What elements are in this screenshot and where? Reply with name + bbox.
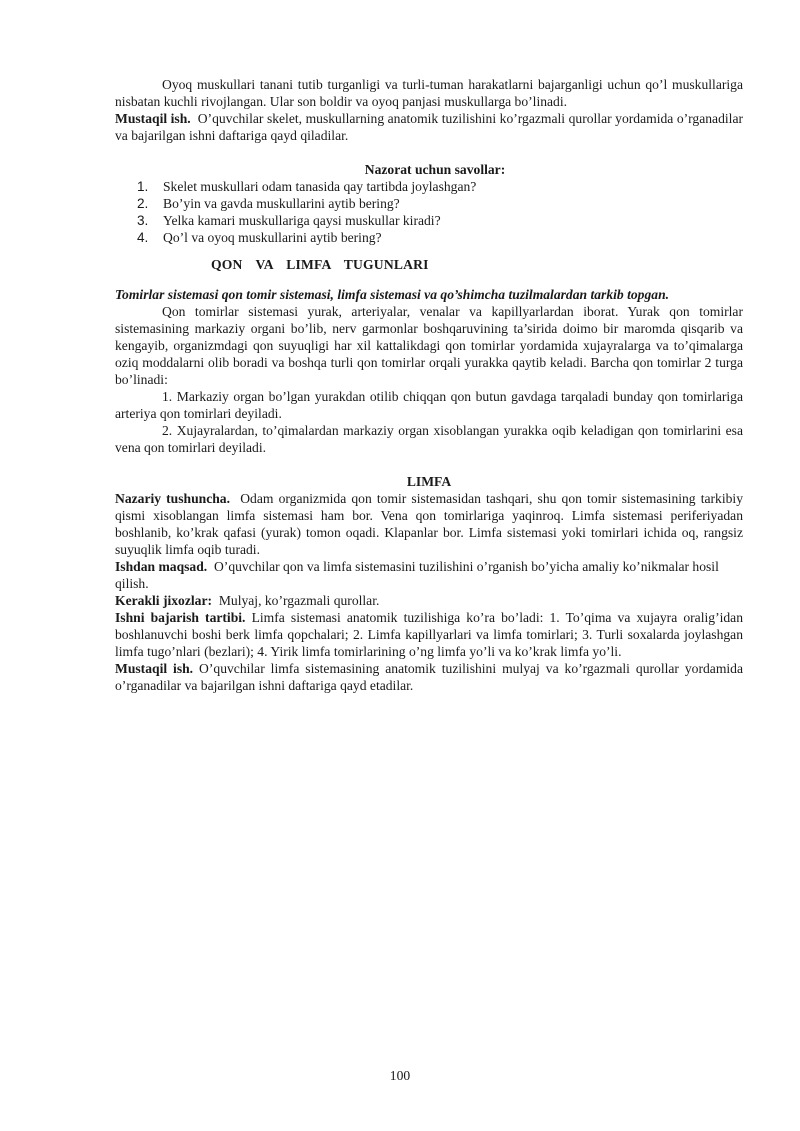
lymph-heading: LIMFA [406, 474, 452, 489]
independent-work-label: Mustaqil ish. [115, 111, 191, 126]
independent-work-label: Mustaqil ish. [115, 661, 194, 676]
equipment-paragraph [115, 592, 743, 609]
goal-paragraph [115, 558, 743, 592]
page-content [115, 76, 743, 694]
question-text: Qo’l va oyoq muskullarini aytib bering? [163, 230, 382, 245]
vessel-type-veins: 2. Xujayralardan, to’qimalardan markaziy organ xisoblangan yurakka oqib keladigan qon tomirlarini esa vena qon tomirlari deyiladi. [115, 423, 743, 455]
independent-work-text: O’quvchilar skelet, muskullarning anatomik tuzilishini ko’rgazmali qurollar yordamida o’rganadilar va bajarilgan ishni daftariga qayd qiladilar. [115, 111, 744, 143]
list-item [115, 178, 743, 195]
equipment-text: Mulyaj, ko’rgazmali qurollar. [218, 593, 380, 608]
question-number: 1. [137, 179, 149, 194]
procedure-text: Limfa sistemasi anatomik tuzilishiga ko’ra bo’ladi: 1. To’qima va xujayra oralig’idan boshlanuvchi boshi berk limfa qopchalari; 2. Limfa kapillyarlari va limfa tomirlari; 3. Turli soxalarda joylashgan limfa tugo’nlari (bezlari); 4. Yirik limfa tomirlarining o’ng limfa yo’li va ko’krak limfa yo’li. [115, 610, 743, 659]
question-text: Yelka kamari muskullariga qaysi muskullar kiradi? [163, 213, 441, 228]
vessel-type-arteries: 1. Markaziy organ bo’lgan yurakdan otilib chiqqan qon butun gavdaga tarqaladi bunday qon tomirlariga arteriya qon tomirlari deyiladi. [115, 389, 743, 421]
procedure-label: Ishni bajarish tartibi. [115, 610, 246, 625]
independent-work-text: O’quvchilar limfa sistemasining anatomik tuzilishini mulyaj va ko’rgazmali qurollar yordamida o’rganadilar va bajarilgan ishni daftariga qayd etadilar. [115, 661, 744, 693]
question-text: Bo’yin va gavda muskullarini aytib bering? [163, 196, 400, 211]
question-number: 4. [137, 230, 149, 245]
theory-text: Odam organizmida qon tomir sistemasidan tashqari, shu qon tomir sistemasining tarkibiy qismi xisoblangan limfa sistemasi ham bor. Vena qon tomirlariga yaqinroq. Limfa sistemasi periferiyadan boshlanib, ko’krak qafasi (yurak) tomon oqadi. Klapanlar bor. Limfa sistemasi yoki tomirlari ichida oq, rangsiz suyuqlik limfa oqib turadi. [115, 491, 743, 557]
control-questions-list [115, 178, 743, 246]
goal-label: Ishdan maqsad. [115, 559, 208, 574]
theory-paragraph [115, 490, 743, 558]
theory-label: Nazariy tushuncha. [115, 491, 231, 506]
list-item [115, 195, 743, 212]
goal-text: O’quvchilar qon va limfa sistemasini tuzilishini o’rganish bo’yicha amaliy ko’nikmalar hosil qilish. [115, 559, 719, 591]
equipment-label: Kerakli jixozlar: [115, 593, 213, 608]
section-intro: Tomirlar sistemasi qon tomir sistemasi, limfa sistemasi va qo’shimcha tuzilmalardan tarkib topgan. [115, 287, 670, 302]
question-text: Skelet muskullari odam tanasida qay tartibda joylashgan? [163, 179, 477, 194]
independent-work-2 [115, 660, 743, 694]
question-number: 3. [137, 213, 149, 228]
list-item [115, 229, 743, 246]
independent-work-1 [115, 110, 743, 144]
control-questions-title: Nazorat uchun savollar: [364, 162, 506, 177]
section-title: QON VA LIMFA TUGUNLARI [211, 257, 429, 272]
paragraph-vessels: Qon tomirlar sistemasi yurak, arteriyalar, venalar va kapillyarlardan iborat. Yurak qon tomirlar sistemasining markaziy organi bo’lib, nerv garmonlar boshqaruvining ta’sirida doimo bir maromda qisqarib va kengayib, organizmdagi qon suyuqligi har xil kattalikdagi qon tomirlar yordamida xujayralarga va to’qimalarga oziq moddalarni olib boradi va boshqa turli qon tomirlar orqali yurakka qaytib keladi. Barcha qon tomirlar 2 turga bo’linadi: [115, 304, 743, 387]
paragraph-leg-muscles: Oyoq muskullari tanani tutib turganligi va turli-tuman harakatlarni bajarganligi uchun qo’l muskullariga nisbatan kuchli rivojlangan. Ular son boldir va oyoq panjasi muskullarga bo’linadi. [115, 77, 743, 109]
page-number: 100 [389, 1068, 411, 1083]
procedure-paragraph [115, 609, 743, 660]
list-item [115, 212, 743, 229]
question-number: 2. [137, 196, 149, 211]
